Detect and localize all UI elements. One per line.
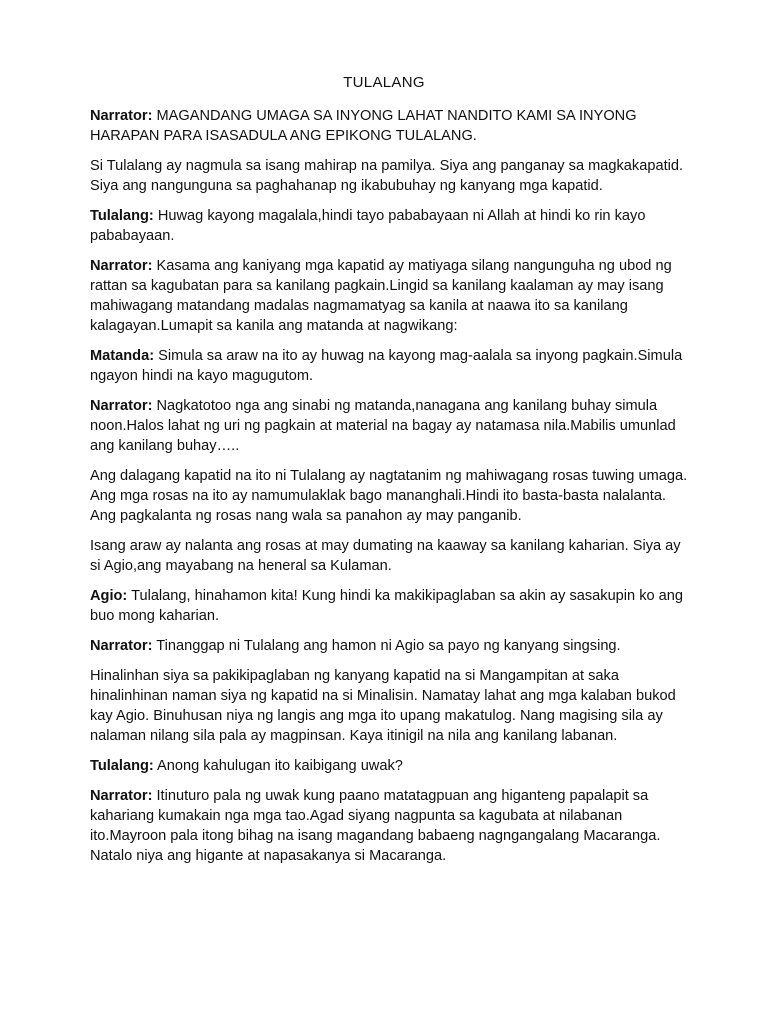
speaker-label: Matanda: [90,348,155,364]
paragraph-text: Tinanggap ni Tulalang ang hamon ni Agio sa payo ng kanyang singsing. [152,638,621,654]
paragraph-text: Si Tulalang ay nagmula sa isang mahirap na pamilya. Siya ang panganay sa magkakapatid. Siya ang nangunguna sa paghahanap ng ikabubuhay ng kanyang mga kapatid. [90,158,684,194]
paragraph-text: Kasama ang kaniyang mga kapatid ay matiyaga silang nangunguha ng ubod ng rattan sa kagubatan para sa kanilang pagkain.Lingid sa kanilang kaalaman ay may isang mahiwagang matandang madalas nagmamatyag sa kanila at naawa ito sa kanilang kalagayan.Lumapit sa kanila ang matanda at nagwikang: [90,258,672,334]
speaker-label: Narrator: [90,258,153,274]
paragraph-8 [90,536,690,576]
paragraph-10 [90,636,690,656]
speaker-label: Narrator: [90,108,153,124]
paragraph-text: Nagkatotoo nga ang sinabi ng matanda,nanagana ang kanilang buhay simula noon.Halos lahat ng uri ng pagkain at material na bagay ay natamasa nila.Mabilis umunlad ang kanilang buhay….. [90,398,676,454]
paragraph-text: Ang dalagang kapatid na ito ni Tulalang ay nagtatanim ng mahiwagang rosas tuwing umaga. Ang mga rosas na ito ay namumulaklak bago mananghali.Hindi ito basta-basta nalalanta. Ang pagkalanta ng rosas nang wala sa panahon ay may panganib. [90,468,688,524]
speaker-label: Agio: [90,588,128,604]
paragraph-1 [90,106,690,146]
paragraph-9 [90,586,690,626]
paragraph-2 [90,156,690,196]
speaker-label: Tulalang: [90,208,154,224]
speaker-label: Narrator: [90,638,153,654]
paragraph-12 [90,756,690,776]
speaker-label: Tulalang: [90,758,154,774]
paragraph-text: Tulalang, hinahamon kita! Kung hindi ka makikipaglaban sa akin ay sasakupin ko ang buo mong kaharian. [90,588,684,624]
paragraph-6 [90,396,690,456]
paragraph-text: Hinalinhan siya sa pakikipaglaban ng kanyang kapatid na si Mangampitan at saka hinalinhinan naman siya ng kapatid na si Minalisin. Namatay lahat ang mga kalaban bukod kay Agio. Binuhusan niya ng langis ang mga ito upang makatulog. Nang magising sila ay nalaman nilang sila pala ay magpinsan. Kaya itinigil na nila ang kanilang labanan. [90,668,676,744]
paragraph-text: Itinuturo pala ng uwak kung paano matatagpuan ang higanteng papalapit sa kahariang kumakain nga mga tao.Agad siyang nagpunta sa kagubata at nilabanan ito.Mayroon pala itong bihag na isang magandang babaeng nagngangalang Macaranga. Natalo niya ang higante at napasakanya si Macaranga. [90,788,661,864]
paragraph-text: Huwag kayong magalala,hindi tayo pababayaan ni Allah at hindi ko rin kayo pababayaan. [90,208,646,244]
speaker-label: Narrator: [90,398,153,414]
paragraph-text: Simula sa araw na ito ay huwag na kayong mag-aalala sa inyong pagkain.Simula ngayon hindi na kayo magugutom. [90,348,683,384]
document-body [90,106,690,876]
paragraph-11 [90,666,690,746]
document-title: TULALANG [343,74,425,91]
paragraph-13 [90,786,690,866]
paragraph-text: MAGANDANG UMAGA SA INYONG LAHAT NANDITO KAMI SA INYONG HARAPAN PARA ISASADULA ANG EPIKONG TULALANG. [90,108,637,144]
paragraph-7 [90,466,690,526]
paragraph-text: Anong kahulugan ito kaibigang uwak? [153,758,403,774]
paragraph-text: Isang araw ay nalanta ang rosas at may dumating na kaaway sa kanilang kaharian. Siya ay si Agio,ang mayabang na heneral sa Kulaman. [90,538,681,574]
paragraph-4 [90,256,690,336]
paragraph-3 [90,206,690,246]
paragraph-5 [90,346,690,386]
speaker-label: Narrator: [90,788,153,804]
